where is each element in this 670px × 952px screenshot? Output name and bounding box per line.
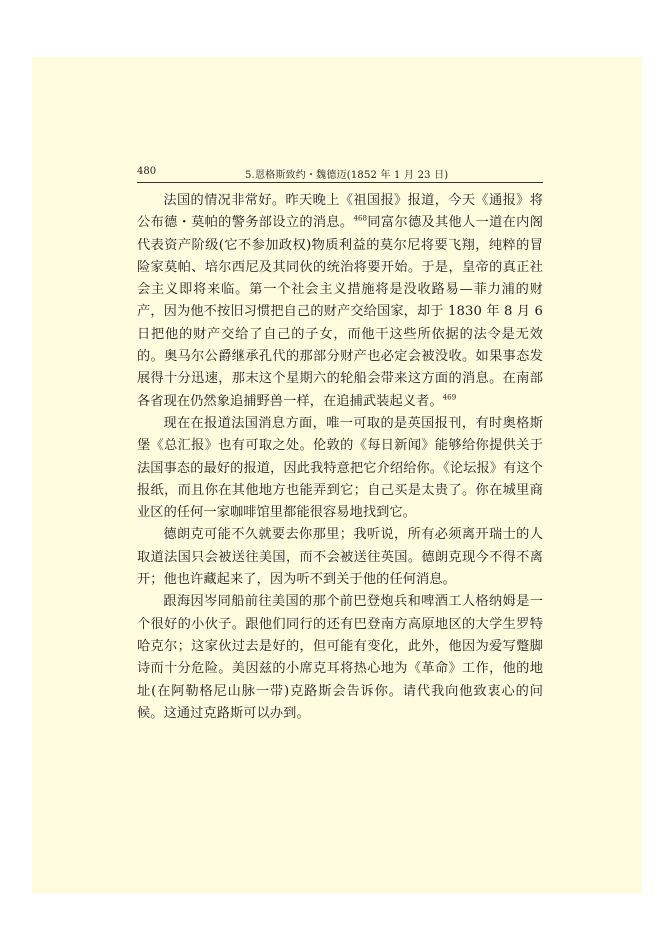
running-title: 5.恩格斯致约・魏德迈(1852 年 1 月 23 日) xyxy=(245,170,449,181)
paragraph-2-text: 现在在报道法国消息方面，唯一可取的是英国报刊，有时奥格斯堡《总汇报》也有可取之处。伦敦的《每日新闻》能够给你提供关于法国事态的最好的报道，因此我特意把它介绍给你。《论坛报》有这个报纸，而且你在其他地方也能弄到它；自己买是太贵了。你在城里商业区的任何一家咖啡馆里都能很容易地找到它。 xyxy=(137,415,543,521)
paragraph-4-text: 跟海因岑同船前往美国的那个前巴登炮兵和啤酒工人格纳姆是一个很好的小伙子。跟他们同行的还有巴登南方高原地区的大学生罗特哈克尔；这家伙过去是好的，但可能有变化，此外，他因为爱写蹩脚诗而十分危险。美因兹的小席克耳将热心地为《革命》工作，他的地址(在阿勒格尼山脉一带)克路斯会告诉你。请代我向他致衷心的问候。这通过克路斯可以办到。 xyxy=(137,594,543,721)
page-number: 480 xyxy=(137,166,157,177)
paragraph-3 xyxy=(137,524,543,591)
paragraph-1 xyxy=(137,190,543,413)
running-header xyxy=(109,164,543,182)
paragraph-3-text: 德朗克可能不久就要去你那里；我听说，所有必须离开瑞士的人取道法国只会被送往美国，而不会被送往英国。德朗克现今不得不离开；他也许藏起来了，因为听不到关于他的任何消息。 xyxy=(137,527,543,588)
paragraph-1-text-a: 法国的情况非常好。昨天晚上《祖国报》报道，今天《通报》将公布德・莫帕的警务部设立的消息。 xyxy=(137,193,543,231)
paragraph-4 xyxy=(137,591,543,725)
footnote-ref-468: 468 xyxy=(353,214,368,223)
body-text xyxy=(137,190,543,725)
footnote-ref-469: 469 xyxy=(442,393,457,402)
header-rule xyxy=(137,182,543,183)
paragraph-2 xyxy=(137,413,543,524)
paragraph-1-text-b: 同富尔德及其他人一道在内阁代表资产阶级(它不参加政权)物质利益的莫尔尼将要飞翔，纯粹的冒险家莫帕、培尔西尼及其同伙的统治将要开始。于是，皇帝的真正社会主义即将来临。第一个社会主义措施将是没收路易—菲力浦的财产，因为他不按旧习惯把自己的财产交给国家，却于 1830 年 8 月 6 日把他的财产交给了自己的子女，而他干这些所依据的法令是无效的。奥马尔公爵继承孔代的那部分财产也必定会被没收。如果事态发展得十分迅速，那末这个星期六的轮船会带来这方面的消息。在南部各省现在仍然象追捕野兽一样，在追捕武装起义者。 xyxy=(137,215,543,409)
